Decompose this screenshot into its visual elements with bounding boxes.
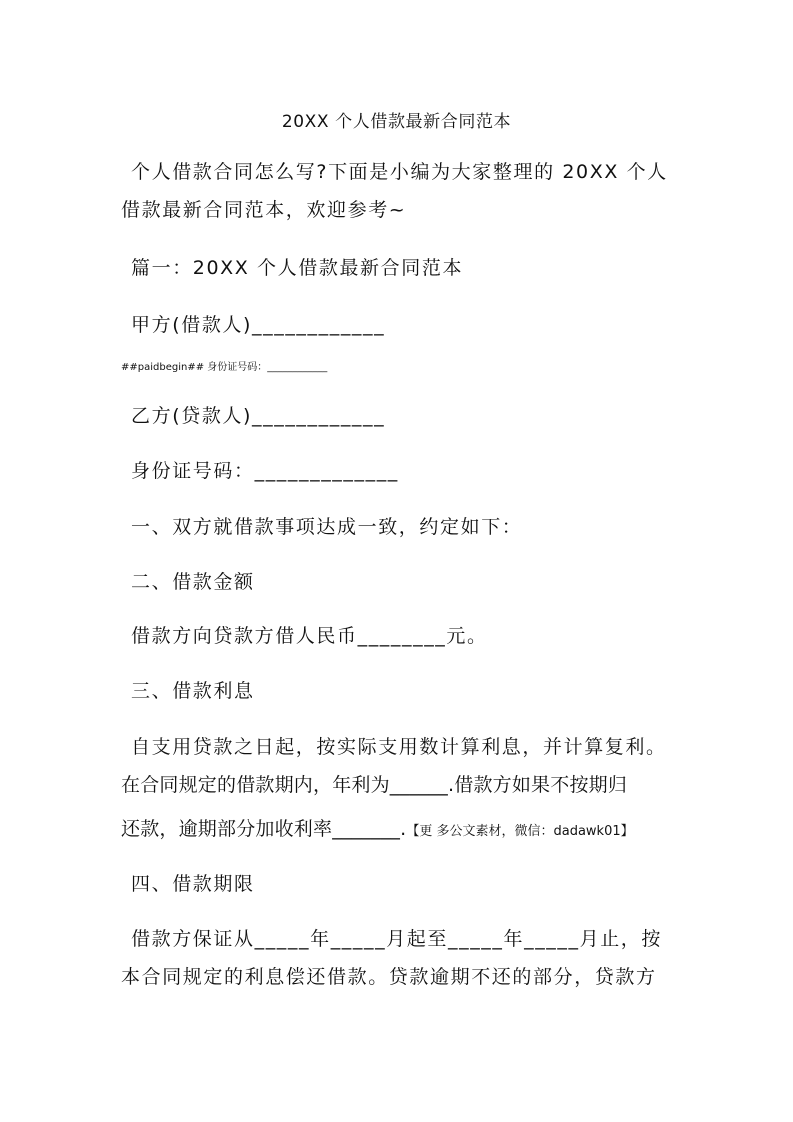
interest-line-1: 自支用贷款之日起，按实际支用数计算利息，并计算复利。 [131,736,667,758]
chapter-heading: 篇一：20XX 个人借款最新合同范本 [131,257,464,279]
section-3-heading: 三、借款利息 [131,680,255,702]
promo-note: 【更 多公文素材，微信：dadawk01】 [406,824,634,839]
document-title: 20XX 个人借款最新合同范本 [281,112,512,132]
id-number-line: 身份证号码：_____________ [131,460,399,482]
intro-line-1: 个人借款合同怎么写?下面是小编为大家整理的 20XX 个人 [131,161,668,183]
section-1-heading: 一、双方就借款事项达成一致，约定如下： [131,516,523,538]
paid-marker-line: ##paidbegin## 身份证号码：____________ [121,362,328,373]
interest-line-2: 在合同规定的借款期内，年利为______.借款方如果不按期归 [121,774,628,796]
term-line-2: 本合同规定的利息偿还借款。贷款逾期不还的部分，贷款方 [121,966,657,988]
party-a-line: 甲方(借款人)____________ [131,314,386,336]
interest-line-3 [121,820,634,839]
party-b-line: 乙方(贷款人)____________ [131,405,386,427]
section-2-heading: 二、借款金额 [131,571,255,593]
term-line-1: 借款方保证从_____年_____月起至_____年_____月止，按 [131,928,663,950]
intro-line-2: 借款最新合同范本，欢迎参考~ [121,199,407,221]
interest-line-3-text: 还款，逾期部分加收利率_______. [121,818,407,840]
section-4-heading: 四、借款期限 [131,873,255,895]
amount-clause: 借款方向贷款方借人民币________元。 [131,625,488,647]
